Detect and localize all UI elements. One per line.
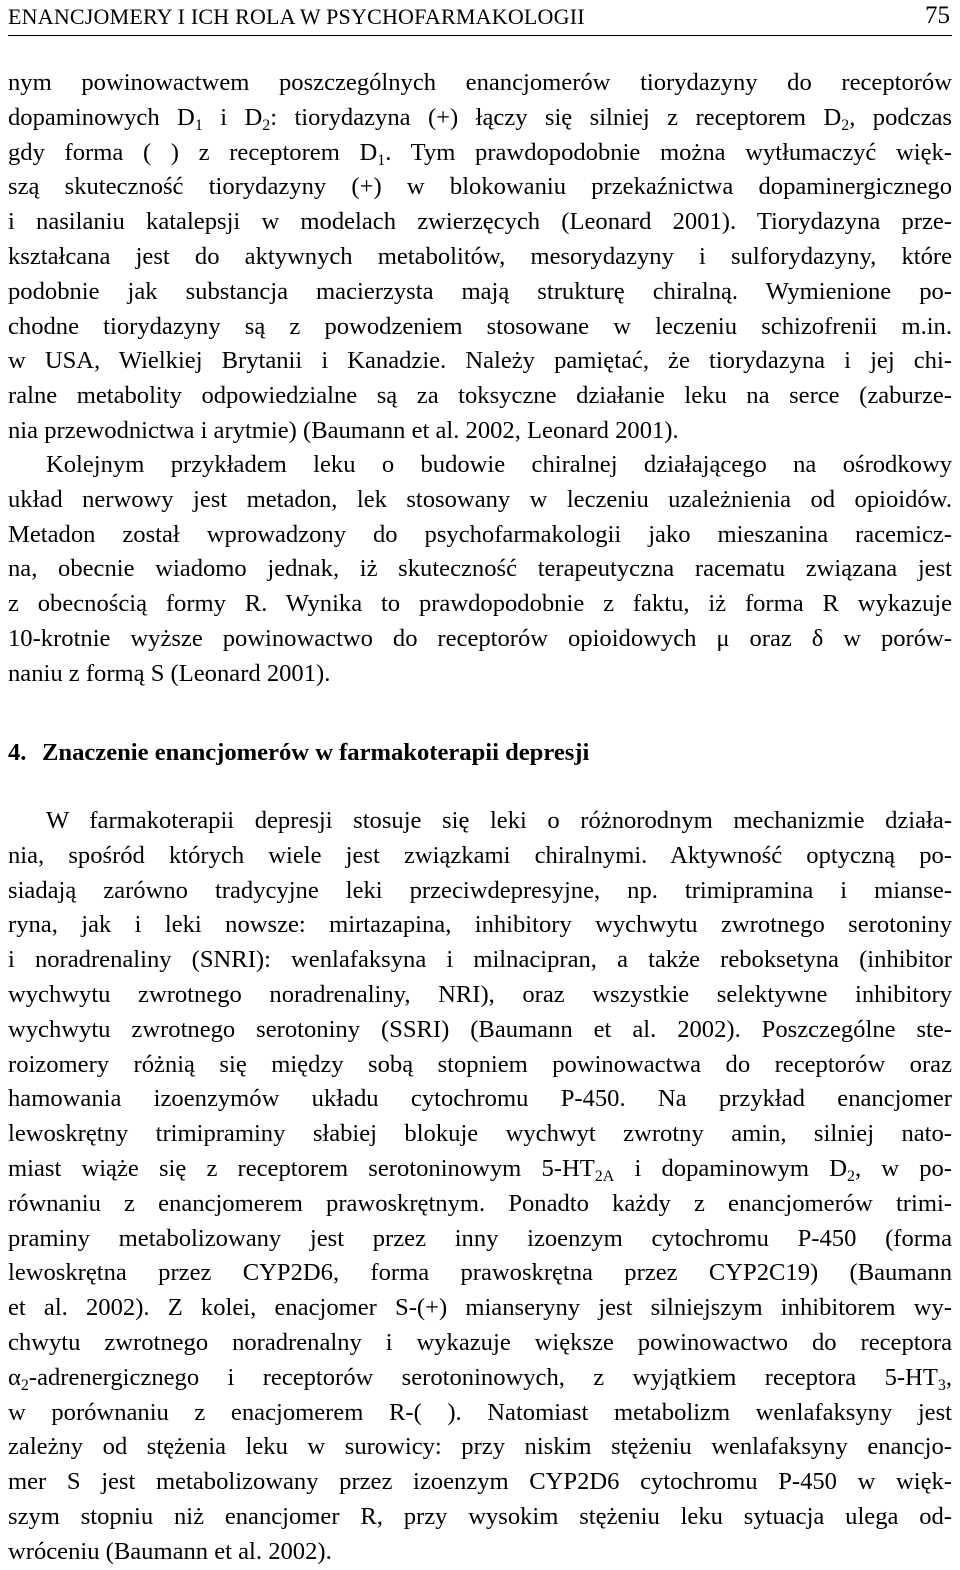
- section-number: 4.: [8, 739, 27, 766]
- text-line: lewoskrętny trimipraminy słabiej blokuje wychwyt zwrotny amin, silniej nato-: [8, 1120, 952, 1148]
- text-line: nym powinowactwem poszczególnych enancjomerów tiorydazyny do receptorów: [8, 69, 952, 96]
- text-line: szym stopniu niż enancjomer R, przy wysokim stężeniu leku sytuacja ulega od-: [8, 1502, 952, 1530]
- text-line: wychwytu zwrotnego noradrenaliny, NRI), oraz wszystkie selektywne inhibitory: [8, 980, 952, 1008]
- text-line: kształcana jest do aktywnych metabolitów, mesorydazyny i sulforydazyny, które: [8, 242, 952, 270]
- text-line: chodne tiorydazyny są z powodzeniem stosowane w leczeniu schizofrenii m.in.: [8, 312, 952, 340]
- text-line: mer S jest metabolizowany przez izoenzym CYP2D6 cytochromu P-450 w więk-: [8, 1468, 952, 1496]
- section-title: Znaczenie enancjomerów w farmakoterapii depresji: [42, 739, 590, 766]
- text-line: z obecnością formy R. Wynika to prawdopodobnie z faktu, iż forma R wykazuje: [8, 590, 952, 618]
- text-line: zależny od stężenia leku w surowicy: przy niskim stężeniu wenlafaksyny enancjo-: [8, 1433, 952, 1461]
- text-line: et al. 2002). Z kolei, enacjomer S-(+) mianseryny jest silniejszym inhibitorem wy-: [8, 1294, 952, 1322]
- text-line: w porównaniu z enacjomerem R-( ). Natomiast metabolizm wenlafaksyny jest: [8, 1398, 952, 1426]
- paragraph-2: [8, 448, 952, 692]
- text-line: siadają zarówno tradycyjne leki przeciwdepresyjne, np. trimipramina i mianse-: [8, 876, 952, 904]
- text-line: i nasilaniu katalepsji w modelach zwierzęcych (Leonard 2001). Tiorydazyna prze-: [8, 208, 952, 236]
- text-line: Kolejnym przykładem leku o budowie chiralnej działającego na ośrodkowy: [46, 451, 952, 478]
- text-line: chwytu zwrotnego noradrenalny i wykazuje większe powinowactwo do receptora: [8, 1328, 952, 1356]
- header-rule: [8, 35, 952, 36]
- text-line: roizomery różnią się między sobą stopniem powinowactwa do receptorów oraz: [8, 1050, 952, 1078]
- text-line: 10-krotnie wyższe powinowactwo do receptorów opioidowych μ oraz δ w porów-: [8, 624, 952, 652]
- text-line: miast wiąże się z receptorem serotoninowym $5-HT_{2A}$ i dopaminowym $D_2$, w po-: [8, 1154, 952, 1185]
- text-line: Metadon został wprowadzony do psychofarmakologii jako mieszanina racemicz-: [8, 520, 952, 548]
- text-line: nia przewodnictwa i arytmie) (Baumann et al. 2002, Leonard 2001).: [8, 416, 679, 444]
- text-line: gdy forma ( ) z receptorem $D_1$. Tym prawdopodobnie można wytłumaczyć więk-: [8, 138, 952, 169]
- text-line: hamowania izoenzymów układu cytochromu P-450. Na przykład enancjomer: [8, 1085, 952, 1113]
- text-line: na, obecnie wiadomo jednak, iż skuteczność terapeutyczna racematu związana jest: [8, 555, 952, 583]
- text-line: podobnie jak substancja macierzysta mają strukturę chiralną. Wymienione po-: [8, 277, 952, 305]
- running-title: ENANCJOMERY I ICH ROLA W PSYCHOFARMAKOLOGII: [8, 4, 585, 29]
- text-line: układ nerwowy jest metadon, lek stosowany w leczeniu uzależnienia od opioidów.: [8, 485, 952, 513]
- text-line: i noradrenaliny (SNRI): wenlafaksyna i milnacipran, a także reboksetyna (inhibitor: [8, 946, 952, 974]
- text-line: dopaminowych $D_1$ i $D_2$: tiorydazyna (+) łączy się silniej z receptorem $D_2$, podczas: [8, 103, 952, 134]
- text-line: wychwytu zwrotnego serotoniny (SSRI) (Baumann et al. 2002). Poszczególne ste-: [8, 1015, 952, 1043]
- page-number: 75: [925, 2, 950, 29]
- paragraph-1: [8, 66, 952, 449]
- text-line: praminy metabolizowany jest przez inny izoenzym cytochromu P-450 (forma: [8, 1224, 952, 1252]
- text-line: równaniu z enancjomerem prawoskrętnym. Ponadto każdy z enancjomerów trimi-: [8, 1189, 952, 1217]
- text-line: nia, spośród których wiele jest związkami chiralnymi. Aktywność optyczną po-: [8, 841, 952, 869]
- section-heading: [8, 736, 589, 770]
- text-line: szą skuteczność tiorydazyny (+) w blokowaniu przekaźnictwa dopaminergicznego: [8, 173, 952, 201]
- text-line: naniu z formą S (Leonard 2001).: [8, 659, 331, 687]
- text-line: $\alpha_2$-adrenergicznego i receptorów serotoninowych, z wyjątkiem receptora $5-HT_3$,: [8, 1363, 952, 1394]
- paragraph-3: [8, 804, 952, 1570]
- text-line: W farmakoterapii depresji stosuje się leki o różnorodnym mechanizmie działa-: [46, 807, 952, 834]
- text-line: wróceniu (Baumann et al. 2002).: [8, 1537, 332, 1565]
- text-line: lewoskrętna przez CYP2D6, forma prawoskrętna przez CYP2C19) (Baumann: [8, 1259, 952, 1287]
- text-line: ryna, jak i leki nowsze: mirtazapina, inhibitory wychwytu zwrotnego serotoniny: [8, 911, 952, 939]
- page-header: [8, 0, 952, 36]
- text-line: ralne metabolity odpowiedzialne są za toksyczne działanie leku na serce (zaburze-: [8, 382, 952, 410]
- text-line: w USA, Wielkiej Brytanii i Kanadzie. Należy pamiętać, że tiorydazyna i jej chi-: [8, 347, 952, 375]
